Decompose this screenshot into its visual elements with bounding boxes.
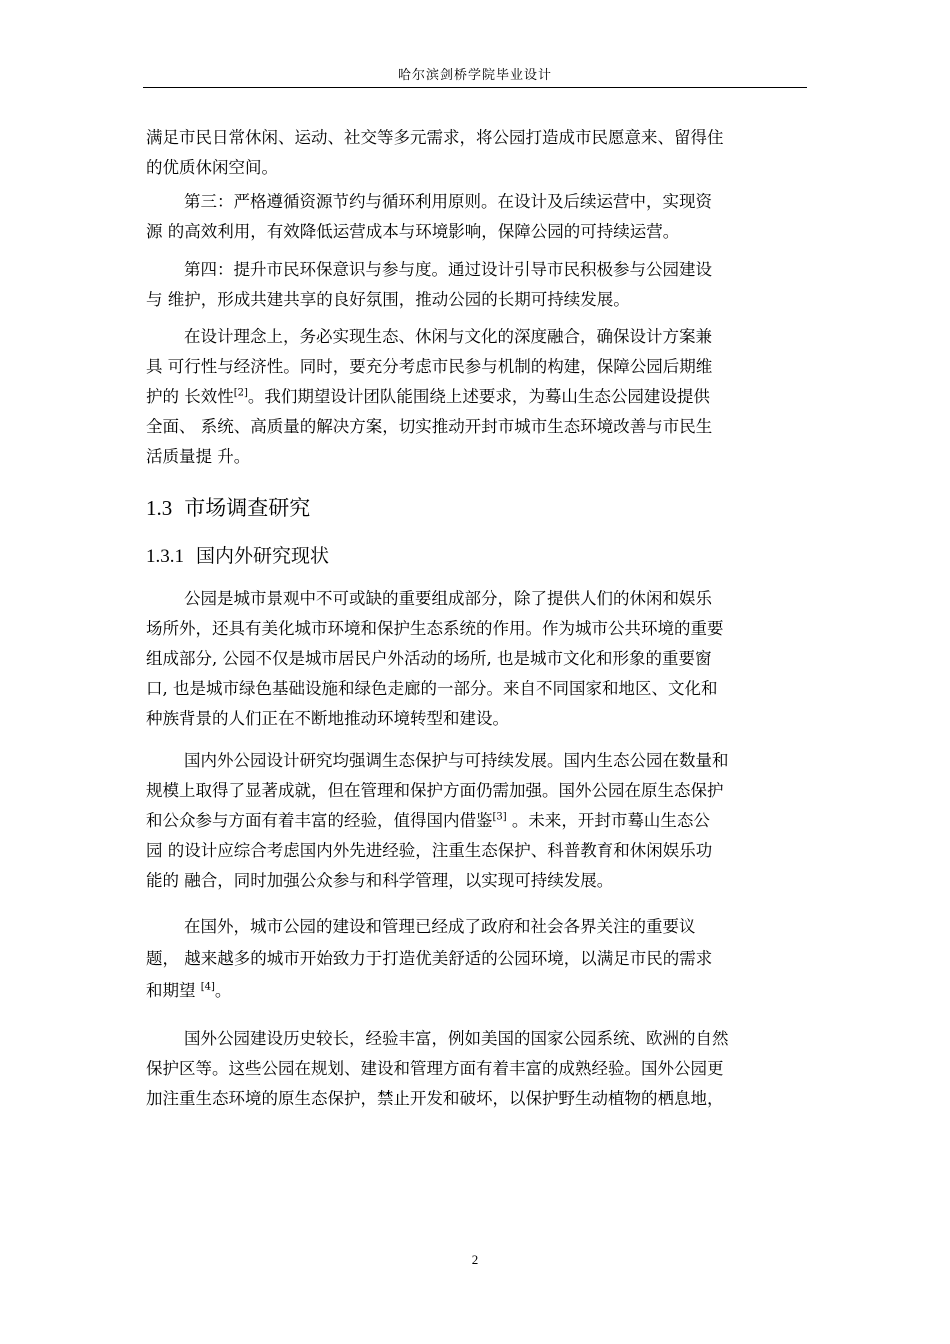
- section-number: 1.3: [146, 496, 173, 520]
- text-line: 具 可行性与经济性。同时，要充分考虑市民参与机制的构建，保障公园后期维: [146, 357, 713, 376]
- text-line: 场所外，还具有美化城市环境和保护生态系统的作用。作为城市公共环境的重要: [146, 619, 724, 638]
- paragraph-design-concept: [146, 322, 810, 472]
- paragraph-foreign-parks: [146, 911, 810, 1007]
- text-line: 满足市民日常休闲、运动、社交等多元需求，将公园打造成市民愿意来、留得住: [146, 128, 724, 147]
- paragraph-domestic-foreign-research: [146, 746, 810, 896]
- paragraph-fourth-principle: [146, 255, 810, 315]
- text-line: 加注重生态环境的原生态保护，禁止开发和破坏，以保护野生动植物的栖息地，: [146, 1089, 724, 1108]
- text-line: 活质量提 升。: [146, 447, 251, 466]
- text-line: 国内外公园设计研究均强调生态保护与可持续发展。国内生态公园在数量和: [184, 751, 729, 770]
- header-divider: [143, 87, 807, 88]
- text-line-with-citation: [146, 975, 810, 1007]
- text-segment: 。未来，开封市蓦山生态公: [506, 811, 710, 830]
- paragraph-continuation: [146, 123, 810, 183]
- text-line: 在设计理念上，务必实现生态、休闲与文化的深度融合，确保设计方案兼: [184, 327, 712, 346]
- subsection-heading: [146, 541, 329, 568]
- text-line-with-citation: [146, 382, 810, 412]
- text-line: 保护区等。这些公园在规划、建设和管理方面有着丰富的成熟经验。国外公园更: [146, 1059, 724, 1078]
- text-line: 的优质休闲空间。: [146, 158, 278, 177]
- text-segment: 和公众参与方面有着丰富的经验，值得国内借鉴: [146, 811, 493, 830]
- text-line-with-citation: [146, 806, 810, 836]
- section-heading: [146, 492, 310, 522]
- text-line: 规模上取得了显著成就，但在管理和保护方面仍需加强。国外公园在原生态保护: [146, 781, 724, 800]
- text-segment: 。: [214, 981, 232, 1000]
- text-line: 在国外，城市公园的建设和管理已经成了政府和社会各界关注的重要议: [184, 917, 696, 936]
- text-line: 第三：严格遵循资源节约与循环利用原则。在设计及后续运营中，实现资: [184, 192, 712, 211]
- text-line: 题， 越来越多的城市开始致力于打造优美舒适的公园环境，以满足市民的需求: [146, 949, 713, 968]
- text-segment: 护的 长效性: [146, 387, 234, 406]
- page-header-title: 哈尔滨剑桥学院毕业设计: [397, 68, 552, 83]
- text-line: 全面、 系统、高质量的解决方案，切实推动开封市城市生态环境改善与市民生: [146, 417, 713, 436]
- text-segment: 。我们期望设计团队能围绕上述要求，为蓦山生态公园建设提供: [247, 387, 710, 406]
- paragraph-third-principle: [146, 187, 810, 247]
- text-line: 种族背景的人们正在不断地推动环境转型和建设。: [146, 709, 509, 728]
- page-number: 2: [471, 1252, 479, 1267]
- text-line: 能的 融合，同时加强公众参与和科学管理，以实现可持续发展。: [146, 871, 614, 890]
- text-line: 与 维护，形成共建共享的良好氛围，推动公园的长期可持续发展。: [146, 290, 630, 309]
- text-line: 国外公园建设历史较长，经验丰富，例如美国的国家公园系统、欧洲的自然: [184, 1029, 729, 1048]
- text-line: 口, 也是城市绿色基础设施和绿色走廊的一部分。来自不同国家和地区、文化和: [146, 679, 718, 698]
- subsection-number: 1.3.1: [146, 546, 184, 567]
- citation-ref: [2]: [233, 387, 248, 399]
- paragraph-park-importance: [146, 584, 810, 734]
- section-title: 市场调查研究: [184, 496, 311, 520]
- text-line: 公园是城市景观中不可或缺的重要组成部分，除了提供人们的休闲和娱乐: [184, 589, 712, 608]
- text-line: 组成部分, 公园不仅是城市居民户外活动的场所, 也是城市文化和形象的重要窗: [146, 649, 712, 668]
- subsection-title: 国内外研究现状: [196, 545, 330, 567]
- citation-ref: [3]: [492, 811, 507, 823]
- text-line: 园 的设计应综合考虑国内外先进经验，注重生态保护、科普教育和休闲娱乐功: [146, 841, 713, 860]
- text-line: 第四：提升市民环保意识与参与度。通过设计引导市民积极参与公园建设: [184, 260, 712, 279]
- paragraph-foreign-history: [146, 1024, 810, 1114]
- text-line: 源 的高效利用，有效降低运营成本与环境影响，保障公园的可持续运营。: [146, 222, 680, 241]
- text-segment: 和期望: [146, 981, 201, 1000]
- citation-ref: [4]: [200, 981, 215, 993]
